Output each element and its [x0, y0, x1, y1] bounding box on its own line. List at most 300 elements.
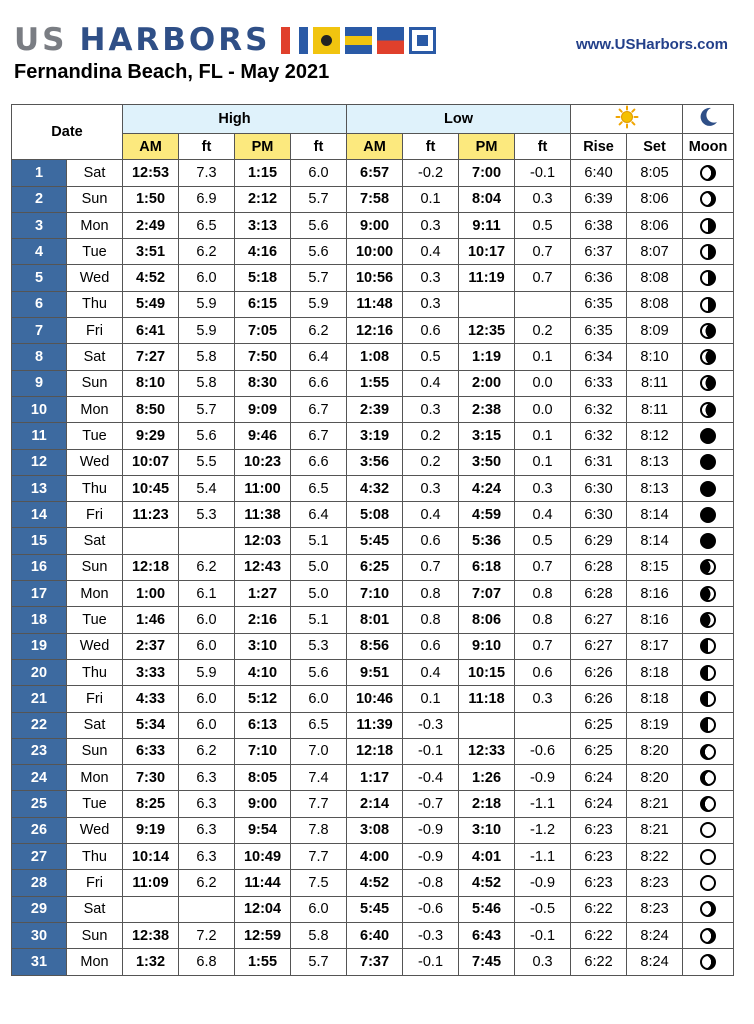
table-row [12, 554, 734, 580]
sunrise-time: 6:24 [571, 791, 627, 817]
high-am-time: 10:45 [123, 475, 179, 501]
low-am-time: 8:56 [347, 633, 403, 659]
low-pm-height: -0.1 [515, 160, 571, 186]
low-pm-height: 0.1 [515, 344, 571, 370]
high-pm-time: 6:15 [235, 291, 291, 317]
high-am-height: 5.7 [179, 396, 235, 422]
header-high: High [123, 105, 347, 134]
high-pm-height: 6.5 [291, 712, 347, 738]
moon-phase-cell [683, 712, 734, 738]
low-am-time: 2:39 [347, 396, 403, 422]
high-am-height: 6.2 [179, 738, 235, 764]
date-number: 5 [12, 265, 67, 291]
day-of-week: Sat [67, 712, 123, 738]
new-moon-icon [700, 533, 716, 549]
low-pm-height: 0.7 [515, 239, 571, 265]
high-pm-height: 5.7 [291, 186, 347, 212]
low-pm-height: 0.3 [515, 475, 571, 501]
sunset-time: 8:14 [627, 502, 683, 528]
moon-phase-cell [683, 896, 734, 922]
low-am-height: -0.1 [403, 949, 459, 975]
date-number: 1 [12, 160, 67, 186]
day-of-week: Thu [67, 291, 123, 317]
high-pm-time: 5:18 [235, 265, 291, 291]
waning-crescent-moon-icon [700, 323, 716, 339]
low-am-height: -0.1 [403, 738, 459, 764]
date-number: 20 [12, 659, 67, 685]
header-set: Set [627, 134, 683, 160]
table-row [12, 817, 734, 843]
sunrise-time: 6:32 [571, 423, 627, 449]
sunrise-time: 6:22 [571, 949, 627, 975]
moon-phase-cell [683, 239, 734, 265]
high-am-height: 6.0 [179, 712, 235, 738]
high-pm-height: 6.4 [291, 502, 347, 528]
sunrise-time: 6:30 [571, 502, 627, 528]
low-pm-time: 3:50 [459, 449, 515, 475]
low-pm-time [459, 712, 515, 738]
low-pm-time: 10:17 [459, 239, 515, 265]
day-of-week: Tue [67, 239, 123, 265]
low-am-time: 10:56 [347, 265, 403, 291]
high-am-time: 6:33 [123, 738, 179, 764]
date-number: 25 [12, 791, 67, 817]
date-number: 24 [12, 765, 67, 791]
low-pm-time: 1:26 [459, 765, 515, 791]
high-pm-height: 5.7 [291, 949, 347, 975]
day-of-week: Sat [67, 896, 123, 922]
waning-crescent-moon-icon [700, 349, 716, 365]
high-am-time: 8:50 [123, 396, 179, 422]
high-am-time: 4:52 [123, 265, 179, 291]
sunrise-time: 6:25 [571, 712, 627, 738]
low-pm-time: 8:04 [459, 186, 515, 212]
high-pm-height: 7.0 [291, 738, 347, 764]
date-number: 15 [12, 528, 67, 554]
waxing-gibbous-moon-icon [700, 744, 716, 760]
table-row [12, 344, 734, 370]
nautical-flags [281, 27, 441, 54]
low-pm-height: 0.4 [515, 502, 571, 528]
table-row [12, 396, 734, 422]
moon-phase-cell [683, 870, 734, 896]
header-low-pm: PM [459, 134, 515, 160]
high-am-height: 6.3 [179, 817, 235, 843]
day-of-week: Tue [67, 423, 123, 449]
high-am-time: 9:29 [123, 423, 179, 449]
low-am-height: 0.1 [403, 186, 459, 212]
sunrise-time: 6:32 [571, 396, 627, 422]
moon-phase-cell [683, 291, 734, 317]
low-pm-time: 12:33 [459, 738, 515, 764]
high-am-height [179, 528, 235, 554]
table-row [12, 686, 734, 712]
header-low-am: AM [347, 134, 403, 160]
low-am-height: 0.4 [403, 502, 459, 528]
high-am-height: 7.3 [179, 160, 235, 186]
low-pm-height: 0.7 [515, 265, 571, 291]
high-pm-time: 11:44 [235, 870, 291, 896]
low-pm-height: -0.9 [515, 870, 571, 896]
sunrise-time: 6:33 [571, 370, 627, 396]
low-am-time: 9:00 [347, 212, 403, 238]
table-row [12, 791, 734, 817]
first-quarter-moon-icon [700, 638, 716, 654]
day-of-week: Mon [67, 765, 123, 791]
high-am-height: 5.8 [179, 344, 235, 370]
low-am-height: 0.4 [403, 370, 459, 396]
high-am-time: 1:32 [123, 949, 179, 975]
moon-phase-cell [683, 581, 734, 607]
sunset-time: 8:06 [627, 212, 683, 238]
high-pm-time: 12:59 [235, 922, 291, 948]
header-low-am-ft: ft [403, 134, 459, 160]
table-row [12, 370, 734, 396]
table-row [12, 186, 734, 212]
table-row [12, 581, 734, 607]
high-am-height: 6.2 [179, 239, 235, 265]
day-of-week: Fri [67, 502, 123, 528]
first-quarter-moon-icon [700, 691, 716, 707]
low-am-time: 1:17 [347, 765, 403, 791]
high-pm-height: 5.0 [291, 554, 347, 580]
sunset-time: 8:08 [627, 291, 683, 317]
table-row [12, 475, 734, 501]
high-am-time: 12:38 [123, 922, 179, 948]
low-pm-height: 0.8 [515, 581, 571, 607]
moon-phase-cell [683, 633, 734, 659]
table-row [12, 949, 734, 975]
low-am-time: 4:52 [347, 870, 403, 896]
tide-rows [12, 160, 734, 975]
sunrise-time: 6:35 [571, 318, 627, 344]
low-pm-time: 6:43 [459, 922, 515, 948]
low-pm-height: 0.7 [515, 633, 571, 659]
day-of-week: Mon [67, 949, 123, 975]
sunset-time: 8:13 [627, 449, 683, 475]
high-am-time: 12:18 [123, 554, 179, 580]
last-quarter-moon-icon [700, 270, 716, 286]
low-pm-height: -1.2 [515, 817, 571, 843]
high-pm-height: 5.7 [291, 265, 347, 291]
low-am-time: 5:45 [347, 528, 403, 554]
low-pm-height: 0.3 [515, 186, 571, 212]
sunrise-time: 6:27 [571, 633, 627, 659]
waxing-crescent-moon-icon [700, 559, 716, 575]
sunset-time: 8:20 [627, 765, 683, 791]
high-am-time: 2:37 [123, 633, 179, 659]
sunrise-time: 6:23 [571, 844, 627, 870]
sunrise-time: 6:35 [571, 291, 627, 317]
low-pm-time: 7:07 [459, 581, 515, 607]
table-row [12, 844, 734, 870]
sunset-time: 8:14 [627, 528, 683, 554]
low-pm-height: -1.1 [515, 791, 571, 817]
date-number: 14 [12, 502, 67, 528]
date-number: 7 [12, 318, 67, 344]
header-moon-icon-cell [683, 105, 734, 134]
date-number: 29 [12, 896, 67, 922]
day-of-week: Fri [67, 870, 123, 896]
moon-phase-cell [683, 686, 734, 712]
table-row [12, 265, 734, 291]
sunset-time: 8:16 [627, 581, 683, 607]
sunset-time: 8:21 [627, 791, 683, 817]
table-row [12, 449, 734, 475]
high-am-height: 5.5 [179, 449, 235, 475]
high-am-time: 5:49 [123, 291, 179, 317]
new-moon-icon [700, 454, 716, 470]
moon-phase-cell [683, 844, 734, 870]
moon-phase-cell [683, 607, 734, 633]
high-am-time: 10:14 [123, 844, 179, 870]
low-am-height: -0.8 [403, 870, 459, 896]
high-am-time: 6:41 [123, 318, 179, 344]
moon-phase-cell [683, 475, 734, 501]
high-am-height: 7.2 [179, 922, 235, 948]
low-pm-time: 2:18 [459, 791, 515, 817]
high-am-time: 8:10 [123, 370, 179, 396]
date-number: 19 [12, 633, 67, 659]
waxing-gibbous-moon-icon [700, 796, 716, 812]
high-am-time: 9:19 [123, 817, 179, 843]
high-pm-height: 6.0 [291, 160, 347, 186]
high-pm-height: 7.7 [291, 844, 347, 870]
high-pm-time: 2:16 [235, 607, 291, 633]
date-number: 6 [12, 291, 67, 317]
sunrise-time: 6:28 [571, 554, 627, 580]
low-pm-time: 10:15 [459, 659, 515, 685]
low-pm-time: 4:59 [459, 502, 515, 528]
high-pm-height: 5.1 [291, 528, 347, 554]
high-am-time: 8:25 [123, 791, 179, 817]
low-am-height: -0.9 [403, 817, 459, 843]
high-pm-time: 12:43 [235, 554, 291, 580]
moon-phase-cell [683, 370, 734, 396]
low-pm-time: 3:15 [459, 423, 515, 449]
low-pm-height: -0.9 [515, 765, 571, 791]
sunrise-time: 6:26 [571, 686, 627, 712]
low-pm-height: -1.1 [515, 844, 571, 870]
high-am-height: 6.3 [179, 765, 235, 791]
date-number: 17 [12, 581, 67, 607]
low-am-height: -0.2 [403, 160, 459, 186]
logo-harbors-text: HARBORS [79, 22, 271, 58]
high-am-time: 12:53 [123, 160, 179, 186]
new-moon-icon [700, 428, 716, 444]
moon-phase-cell [683, 659, 734, 685]
low-pm-height: 0.2 [515, 318, 571, 344]
high-pm-height: 5.6 [291, 239, 347, 265]
low-pm-height: -0.5 [515, 896, 571, 922]
high-pm-time: 8:30 [235, 370, 291, 396]
day-of-week: Thu [67, 659, 123, 685]
high-am-height [179, 896, 235, 922]
high-am-time: 1:00 [123, 581, 179, 607]
high-pm-height: 6.2 [291, 318, 347, 344]
full-moon-icon [700, 875, 716, 891]
low-am-height: 0.3 [403, 396, 459, 422]
high-pm-height: 6.7 [291, 423, 347, 449]
high-pm-time: 11:38 [235, 502, 291, 528]
high-pm-time: 7:50 [235, 344, 291, 370]
low-pm-height: 0.7 [515, 554, 571, 580]
low-am-height: 0.5 [403, 344, 459, 370]
low-pm-time: 12:35 [459, 318, 515, 344]
high-am-height: 6.0 [179, 607, 235, 633]
high-pm-height: 5.6 [291, 212, 347, 238]
flag-icon [409, 27, 436, 54]
sunrise-time: 6:25 [571, 738, 627, 764]
low-pm-height: -0.6 [515, 738, 571, 764]
flag-icon [313, 27, 340, 54]
low-pm-time: 4:01 [459, 844, 515, 870]
high-am-time: 11:09 [123, 870, 179, 896]
low-pm-height: 0.5 [515, 212, 571, 238]
low-pm-height: 0.5 [515, 528, 571, 554]
low-am-height: 0.3 [403, 291, 459, 317]
low-pm-time: 2:38 [459, 396, 515, 422]
table-row [12, 291, 734, 317]
sunset-time: 8:19 [627, 712, 683, 738]
high-am-height: 6.8 [179, 949, 235, 975]
low-am-time: 5:45 [347, 896, 403, 922]
moon-phase-cell [683, 186, 734, 212]
low-am-time: 2:14 [347, 791, 403, 817]
sun-icon [615, 105, 639, 129]
day-of-week: Mon [67, 581, 123, 607]
full-moon-icon [700, 849, 716, 865]
table-row [12, 423, 734, 449]
date-number: 22 [12, 712, 67, 738]
low-pm-time: 4:52 [459, 870, 515, 896]
date-number: 3 [12, 212, 67, 238]
high-pm-time: 8:05 [235, 765, 291, 791]
high-pm-time: 7:10 [235, 738, 291, 764]
date-number: 26 [12, 817, 67, 843]
high-am-height: 6.0 [179, 633, 235, 659]
sunrise-time: 6:38 [571, 212, 627, 238]
low-pm-time: 9:10 [459, 633, 515, 659]
high-am-time: 3:51 [123, 239, 179, 265]
header-high-pm: PM [235, 134, 291, 160]
high-pm-height: 6.0 [291, 896, 347, 922]
flag-icon [345, 27, 372, 54]
low-am-height: -0.7 [403, 791, 459, 817]
high-am-height: 6.9 [179, 186, 235, 212]
sunrise-time: 6:23 [571, 870, 627, 896]
high-pm-time: 10:23 [235, 449, 291, 475]
high-am-height: 5.9 [179, 291, 235, 317]
date-number: 10 [12, 396, 67, 422]
waning-gibbous-moon-icon [700, 191, 716, 207]
date-number: 13 [12, 475, 67, 501]
high-pm-height: 5.8 [291, 922, 347, 948]
date-number: 21 [12, 686, 67, 712]
table-row [12, 607, 734, 633]
low-am-time: 3:19 [347, 423, 403, 449]
high-pm-time: 1:55 [235, 949, 291, 975]
low-pm-time: 1:19 [459, 344, 515, 370]
waning-gibbous-moon-icon [700, 901, 716, 917]
table-row [12, 633, 734, 659]
sunrise-time: 6:30 [571, 475, 627, 501]
high-am-time [123, 528, 179, 554]
table-row [12, 922, 734, 948]
low-am-height: -0.3 [403, 922, 459, 948]
low-am-height: 0.8 [403, 607, 459, 633]
tide-table [11, 104, 734, 976]
low-pm-time: 11:18 [459, 686, 515, 712]
day-of-week: Sun [67, 922, 123, 948]
low-pm-time: 11:19 [459, 265, 515, 291]
high-am-height: 6.3 [179, 844, 235, 870]
high-am-height: 6.5 [179, 212, 235, 238]
low-am-time: 1:08 [347, 344, 403, 370]
low-am-height: 0.3 [403, 475, 459, 501]
low-pm-height: 0.8 [515, 607, 571, 633]
low-am-height: -0.4 [403, 765, 459, 791]
sunrise-time: 6:26 [571, 659, 627, 685]
high-am-height: 5.9 [179, 318, 235, 344]
low-am-time: 6:40 [347, 922, 403, 948]
high-pm-height: 7.4 [291, 765, 347, 791]
high-am-height: 5.8 [179, 370, 235, 396]
date-number: 4 [12, 239, 67, 265]
low-pm-time: 8:06 [459, 607, 515, 633]
logo-us-text: US [14, 22, 68, 58]
sunset-time: 8:09 [627, 318, 683, 344]
low-am-time: 7:10 [347, 581, 403, 607]
low-am-time: 10:46 [347, 686, 403, 712]
sunset-time: 8:08 [627, 265, 683, 291]
high-pm-height: 5.3 [291, 633, 347, 659]
table-row [12, 765, 734, 791]
date-number: 27 [12, 844, 67, 870]
table-row [12, 738, 734, 764]
day-of-week: Sat [67, 160, 123, 186]
website-link[interactable]: www.USHarbors.com [576, 36, 728, 53]
date-number: 9 [12, 370, 67, 396]
moon-phase-cell [683, 318, 734, 344]
high-pm-time: 9:09 [235, 396, 291, 422]
sunrise-time: 6:24 [571, 765, 627, 791]
low-am-time: 6:57 [347, 160, 403, 186]
high-pm-height: 5.1 [291, 607, 347, 633]
high-pm-height: 6.0 [291, 686, 347, 712]
high-pm-height: 5.0 [291, 581, 347, 607]
sunrise-time: 6:27 [571, 607, 627, 633]
last-quarter-moon-icon [700, 244, 716, 260]
high-am-time: 1:50 [123, 186, 179, 212]
sunset-time: 8:18 [627, 686, 683, 712]
day-of-week: Fri [67, 318, 123, 344]
date-number: 2 [12, 186, 67, 212]
high-pm-height: 6.5 [291, 475, 347, 501]
low-pm-height: 0.6 [515, 659, 571, 685]
waxing-crescent-moon-icon [700, 586, 716, 602]
low-am-time: 5:08 [347, 502, 403, 528]
moon-phase-cell [683, 528, 734, 554]
high-pm-time: 11:00 [235, 475, 291, 501]
high-am-time: 5:34 [123, 712, 179, 738]
table-row [12, 160, 734, 186]
high-am-height: 5.9 [179, 659, 235, 685]
sunrise-time: 6:31 [571, 449, 627, 475]
sunset-time: 8:07 [627, 239, 683, 265]
sunset-time: 8:11 [627, 370, 683, 396]
table-row [12, 528, 734, 554]
